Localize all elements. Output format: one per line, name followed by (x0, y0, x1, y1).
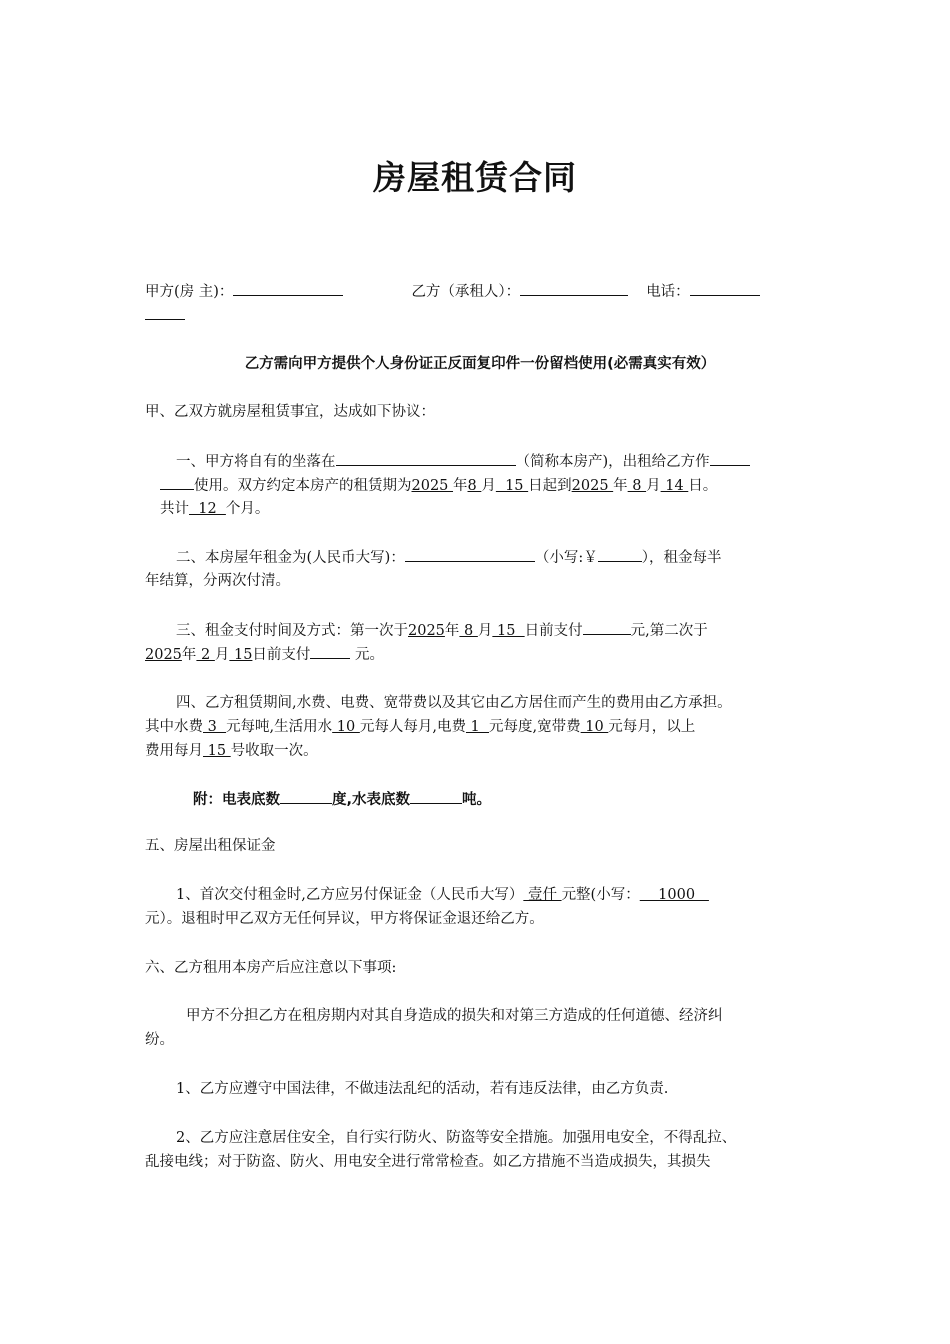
clause4-line2 (145, 715, 815, 739)
total-label: 共计 (160, 501, 189, 517)
section6-p1: 1、乙方应遵守中国法律，不做违法乱纪的活动，若有违反法律，由乙方负责. (176, 1081, 669, 1097)
section6-p2-line2: 乱接电线；对于防盗、防火、用电安全进行常常检查。如乙方措施不当造成损失，其损失 (145, 1154, 711, 1170)
collect-day: 15 (203, 743, 231, 759)
pay-before-text: 日前支付 (252, 647, 311, 663)
section6-p2-line1: 2、乙方应注意居住安全，自行实行防火、防盗等安全措施。加强用电安全，不得乱拉、 (176, 1130, 737, 1146)
lease-total-months: 12 (189, 501, 226, 517)
annual-rent-number-blank (598, 545, 642, 562)
clause3-line1 (176, 618, 846, 643)
electric-meter-label: 附：电表底数 (193, 792, 280, 808)
electric-meter-blank (280, 787, 332, 804)
landlord-label: 甲方(房 主)： (145, 284, 234, 300)
clause2-text-c: ），租金每半 (641, 550, 722, 566)
payment1-month: 8 (459, 623, 478, 639)
clause2-line2: 年结算，分两次付清。 (145, 573, 290, 589)
collect-label: 费用每月 (145, 743, 203, 759)
phone-label: 电话： (646, 284, 690, 300)
section5-line2: 元）。退租时甲乙双方无任何异议，甲方将保证金退还给乙方。 (145, 911, 544, 927)
day-char: 日。 (688, 478, 718, 494)
lease-start-year: 2025 (411, 478, 454, 494)
payment2-day: 15 (229, 647, 253, 663)
living-water-fee: 10 (332, 719, 360, 735)
tenant-label: 乙方（承租人）： (411, 284, 521, 300)
month-char: 月 (646, 478, 661, 494)
deposit-words: 壹仟 (523, 887, 562, 903)
year-char: 年 (444, 623, 460, 639)
deposit-label: 1、首次交付租金时,乙方应另付保证金（人民币大写） (176, 887, 524, 903)
deposit-number: 1000 (639, 887, 709, 903)
clause4-line3 (145, 739, 815, 763)
parties-line (145, 279, 815, 304)
ton-char: 吨。 (462, 792, 492, 808)
broadband-fee: 10 (580, 719, 609, 735)
clause3-text-e: 元,第二次于 (630, 623, 708, 639)
from-to-text: 日起到 (528, 478, 572, 494)
payment1-amount-blank (583, 618, 631, 635)
clause3-line2 (145, 642, 815, 667)
water-meter-blank (410, 787, 462, 804)
deposit-small-label: 元整(小写： (561, 887, 640, 903)
section6-heading: 六、乙方租用本房产后应注意以下事项: (145, 960, 397, 976)
intro-text: 甲、乙双方就房屋租赁事宜，达成如下协议： (145, 404, 435, 420)
clause1-location-blank (336, 449, 516, 466)
clause1-use-blank (710, 449, 750, 466)
month-char: 月 (481, 478, 496, 494)
clause1-line1 (176, 449, 846, 474)
lease-end-year: 2025 (571, 478, 614, 494)
landlord-blank (233, 279, 343, 296)
payment1-day: 15 (492, 623, 525, 639)
year-char: 年 (453, 478, 468, 494)
meter-appendix (193, 787, 863, 812)
payment2-month: 2 (196, 647, 215, 663)
phone-blank (690, 279, 760, 296)
lease-end-month: 8 (627, 478, 647, 494)
payment1-year: 2025 (408, 623, 445, 639)
months-char: 个月。 (225, 501, 270, 517)
water-label: 其中水费 (145, 719, 203, 735)
electricity-label: 元每人每月,电费 (359, 719, 466, 735)
clause1-text-b: （简称本房产)，出租给乙方作 (515, 454, 710, 470)
lease-start-day: 15 (495, 478, 529, 494)
water-meter-label: 度,水表底数 (332, 792, 411, 808)
tenant-blank (520, 279, 628, 296)
clause1-line2 (160, 473, 830, 498)
payment2-amount-blank (310, 642, 350, 659)
parties-line-cont (145, 303, 815, 328)
section6-p0-line1: 甲方不分担乙方在租房期内对其自身造成的损失和对第三方造成的任何道德、经济纠 (186, 1008, 723, 1024)
lease-start-month: 8 (467, 478, 482, 494)
water-fee: 3 (203, 719, 227, 735)
clause3-text-a: 三、租金支付时间及方式：第一次于 (176, 623, 408, 639)
clause1-text-a: 一、甲方将自有的坐落在 (176, 454, 336, 470)
phone-blank-cont (145, 303, 185, 320)
clause4-text-f: 元每月，以上 (608, 719, 696, 735)
annual-rent-words-blank (405, 545, 535, 562)
year-char: 年 (181, 647, 197, 663)
living-water-label: 元每吨,生活用水 (226, 719, 333, 735)
year-char: 年 (613, 478, 628, 494)
clause2-line1 (176, 545, 846, 570)
electricity-fee: 1 (465, 719, 490, 735)
clause1-text-c: 使用。双方约定本房产的租赁期为 (194, 478, 412, 494)
section6-p0-line2: 纷。 (145, 1032, 174, 1048)
broadband-label: 元每度,宽带费 (489, 719, 581, 735)
month-char: 月 (214, 647, 230, 663)
section5-line1 (176, 883, 846, 907)
page-title: 房屋租赁合同 (373, 158, 577, 197)
payment2-year: 2025 (145, 647, 182, 663)
clause1-line3 (160, 497, 830, 521)
id-notice: 乙方需向甲方提供个人身份证正反面复印件一份留档使用(必需真实有效） (244, 356, 716, 372)
month-char: 月 (477, 623, 493, 639)
lease-end-day: 14 (660, 478, 689, 494)
clause4-line1: 四、乙方租赁期间,水费、电费、宽带费以及其它由乙方居住而产生的费用由乙方承担。 (176, 695, 732, 711)
section5-heading: 五、房屋出租保证金 (145, 838, 276, 854)
clause2-text-a: 二、本房屋年租金为(人民币大写)： (176, 550, 405, 566)
yuan-char: 元。 (355, 647, 385, 663)
collect-text: 号收取一次。 (230, 743, 318, 759)
clause1-use-blank-cont (160, 473, 194, 490)
clause2-text-b: （小写:￥ (534, 550, 598, 566)
pay-before-text: 日前支付 (524, 623, 583, 639)
